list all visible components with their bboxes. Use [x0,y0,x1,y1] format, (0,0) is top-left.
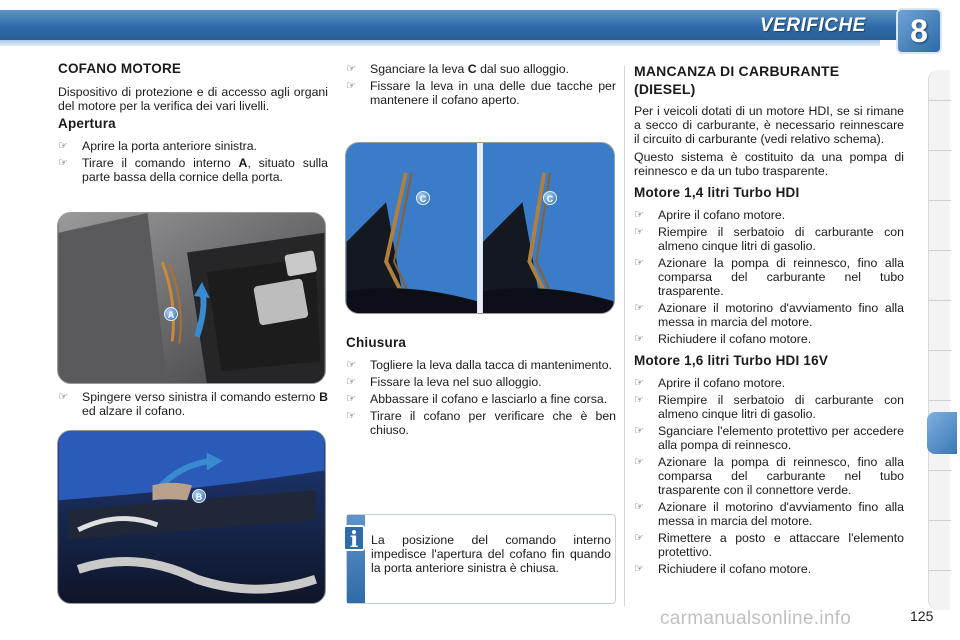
info-text: La posizione del comando interno impedisce l'apertura del cofano fin quando la porta anteriore sinistra è chiusa. [371,533,611,575]
list-item-text: Azionare il motorino d'avviamento fino alla messa in marcia del motore. [658,500,904,528]
list-item-text: Aprire la porta anteriore sinistra. [82,139,257,153]
column-cofano-motore-continued [58,390,328,421]
list-item [634,500,904,528]
exterior-lever-drawing [58,431,325,603]
list-item-text: Azionare il motorino d'avviamento fino alla messa in marcia del motore. [658,301,904,329]
list-item-text: , situato sulla parte bassa della cornice della porta. [82,156,328,184]
info-icon: i [343,525,365,551]
list-item [634,208,904,222]
marker-c-right: C [543,191,557,205]
illustration-exterior-lever [57,430,326,604]
list-item-text: Togliere la leva dalla tacca di mantenimento. [370,358,612,372]
list-item [634,332,904,346]
pointing-hand-icon: ☞ [58,391,68,403]
column-mancanza-carburante [634,62,904,579]
list-item-text: Sganciare l'elemento protettivo per accedere alla pompa di reinnesco. [658,424,904,452]
paragraph: Questo sistema è costituito da una pompa di reinnesco e da un tubo trasparente. [634,150,904,178]
chapter-tab-divider [929,300,951,301]
list-item [346,375,616,389]
pointing-hand-icon: ☞ [346,393,356,405]
header-band-shadow [0,40,880,46]
watermark: carmanualsonline.info [660,608,852,629]
list-item-text: dal suo alloggio. [476,62,569,76]
list-item [634,455,904,497]
list-item [346,409,616,437]
key-label: B [319,390,328,404]
list-item-text: Aprire il cofano motore. [658,376,786,390]
chapter-number-badge: 8 [896,8,942,54]
list-item-text: Richiudere il cofano motore. [658,332,812,346]
interior-lever-drawing [58,213,325,383]
pointing-hand-icon: ☞ [634,209,644,221]
pointing-hand-icon: ☞ [634,501,644,513]
pointing-hand-icon: ☞ [634,532,644,544]
column-chiusura [346,332,616,440]
subsection-title-chiusura: Chiusura [346,335,407,350]
list-item-text: Azionare la pompa di reinnesco, fino alla comparsa del carburante nel tubo trasparente con il connettore verde. [658,455,904,497]
pointing-hand-icon: ☞ [634,456,644,468]
pointing-hand-icon: ☞ [634,394,644,406]
column-divider [624,66,625,606]
pointing-hand-icon: ☞ [634,425,644,437]
chapter-tabs [928,70,950,610]
chapter-tab-divider [929,400,951,401]
list-item [634,393,904,421]
column-hood-support [346,62,616,110]
chapter-tab-divider [929,250,951,251]
list-item-text: Riempire il serbatoio di carburante con almeno cinque litri di gasolio. [658,225,904,253]
section-title: MANCANZA DI CARBURANTE (DIESEL) [634,63,840,97]
chapter-tab-active[interactable] [927,412,957,454]
chapter-title: VERIFICHE [760,15,866,36]
pointing-hand-icon: ☞ [634,302,644,314]
list-item-text: Rimettere a posto e attaccare l'elemento protettivo. [658,531,904,559]
list-item [634,301,904,329]
list-item [58,390,328,418]
external-lever-list [58,390,328,418]
chiusura-list [346,358,616,437]
motore-14-list [634,208,904,346]
chapter-tab-divider [929,150,951,151]
marker-c-left: C [416,191,430,205]
support-rod-drawing [346,143,614,313]
list-item-text: ed alzare il cofano. [82,404,186,418]
pointing-hand-icon: ☞ [346,376,356,388]
key-label: C [467,62,477,76]
list-item [634,376,904,390]
paragraph: Per i veicoli dotati di un motore HDI, se si rimane a secco di carburante, è necessario reinnescare il circuito di carburante (vedi relativo schema). [634,104,904,146]
list-item-text: Sganciare la leva [370,62,468,76]
page-number: 125 [910,608,934,624]
info-box [346,514,616,604]
list-item-text: Tirare il cofano per verificare che è ben chiuso. [370,409,616,437]
pointing-hand-icon: ☞ [346,410,356,422]
illustration-support-rod [345,142,615,314]
column-cofano-motore [58,62,328,187]
list-item-text: Aprire il cofano motore. [658,208,786,222]
pointing-hand-icon: ☞ [346,80,356,92]
list-item-text: Azionare la pompa di reinnesco, fino alla comparsa del carburante nel tubo trasparente. [658,256,904,298]
list-item [634,562,904,576]
list-item [58,139,328,153]
key-label: A [238,156,248,170]
list-item-text: Spingere verso sinistra il comando esterno [82,390,320,404]
pointing-hand-icon: ☞ [346,63,356,75]
intro-paragraph: Dispositivo di protezione e di accesso agli organi del motore per la verifica dei vari livelli. [58,85,328,113]
pointing-hand-icon: ☞ [58,157,68,169]
pointing-hand-icon: ☞ [634,333,644,345]
list-item [346,62,616,76]
chapter-tab-divider [929,520,951,521]
chapter-tab-divider [929,570,951,571]
list-item-text: Tirare il comando interno [82,156,239,170]
pointing-hand-icon: ☞ [634,377,644,389]
list-item-text: Fissare la leva in una delle due tacche per mantenere il cofano aperto. [370,79,616,107]
list-item [346,358,616,372]
list-item-text: Fissare la leva nel suo alloggio. [370,375,542,389]
subsection-title-motore-14: Motore 1,4 litri Turbo HDI [634,185,800,200]
chapter-tab-divider [929,350,951,351]
chapter-tab-divider [929,200,951,201]
list-item-text: Riempire il serbatoio di carburante con almeno cinque litri di gasolio. [658,393,904,421]
list-item [58,156,328,184]
apertura-list [58,139,328,184]
list-item [634,225,904,253]
list-item [634,256,904,298]
subsection-title-motore-16: Motore 1,6 litri Turbo HDI 16V [634,353,829,368]
pointing-hand-icon: ☞ [634,257,644,269]
marker-b: B [192,489,206,503]
marker-a: A [164,307,178,321]
list-item [346,79,616,107]
chapter-tab-divider [929,470,951,471]
list-item-text: Richiudere il cofano motore. [658,562,812,576]
illustration-interior-lever [57,212,326,384]
motore-16-list [634,376,904,576]
pointing-hand-icon: ☞ [58,140,68,152]
list-item [634,531,904,559]
chapter-tab-divider [929,100,951,101]
list-item [634,424,904,452]
page-header [0,0,960,52]
support-rod-list [346,62,616,107]
section-title: COFANO MOTORE [58,61,182,76]
list-item [346,392,616,406]
list-item-text: Abbassare il cofano e lasciarlo a fine corsa. [370,392,608,406]
subsection-title-apertura: Apertura [58,116,116,131]
pointing-hand-icon: ☞ [346,359,356,371]
pointing-hand-icon: ☞ [634,226,644,238]
pointing-hand-icon: ☞ [634,563,644,575]
